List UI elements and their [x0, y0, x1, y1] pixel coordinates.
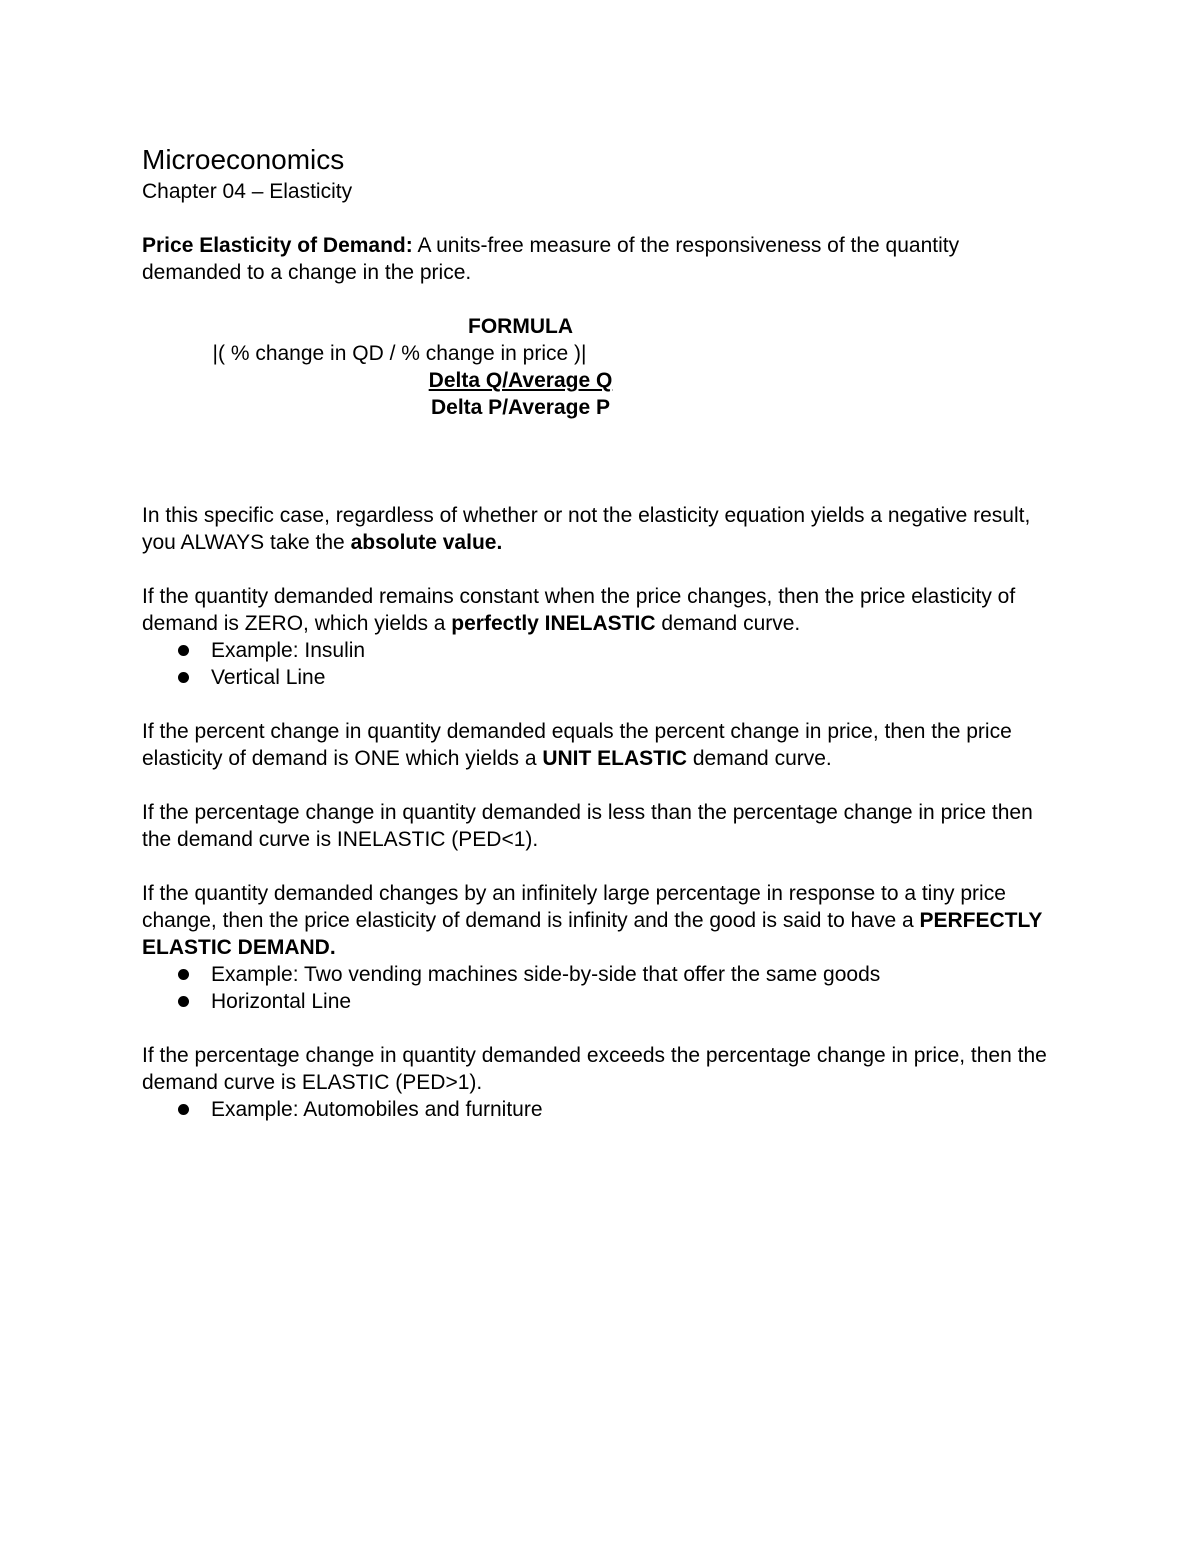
perfectly-inelastic-bold: perfectly INELASTIC	[451, 612, 656, 635]
absolute-value-paragraph	[142, 502, 1062, 556]
list-item	[142, 664, 1062, 691]
chapter-subtitle: Chapter 04 – Elasticity	[142, 180, 353, 203]
perfectly-inelastic-text-after: demand curve.	[655, 612, 801, 635]
elastic-list	[142, 1096, 1062, 1123]
perfectly-inelastic-text: If the quantity demanded remains constant when the price changes, then the price elasticity of demand is ZERO, which yields a	[142, 585, 1016, 635]
list-item-text: Example: Automobiles and furniture	[211, 1098, 543, 1121]
list-item	[142, 1096, 1062, 1123]
formula-numerator: Delta Q/Average Q	[428, 369, 613, 392]
definition-text: A units-free measure of the responsiveness of the quantity demanded to a change in the price.	[142, 234, 960, 284]
list-item-text: Vertical Line	[211, 666, 326, 689]
perfectly-inelastic-paragraph	[142, 583, 1062, 637]
page-title: Microeconomics	[142, 144, 345, 175]
unit-elastic-text: If the percent change in quantity demanded equals the percent change in price, then the price elasticity of demand is ONE which yields a	[142, 720, 1012, 770]
formula-heading: FORMULA	[468, 315, 573, 338]
unit-elastic-bold: UNIT ELASTIC	[542, 747, 688, 770]
bullet-icon	[178, 969, 189, 980]
list-item-text: Horizontal Line	[211, 990, 352, 1013]
unit-elastic-paragraph	[142, 718, 1062, 772]
perfectly-inelastic-list	[142, 637, 1062, 691]
list-item	[142, 988, 1062, 1015]
document-page	[142, 142, 1062, 1123]
perfectly-elastic-text: If the quantity demanded changes by an infinitely large percentage in response to a tiny price change, then the price elasticity of demand is infinity and the good is said to have a	[142, 882, 1006, 932]
formula-block	[142, 313, 899, 421]
list-item-text: Example: Two vending machines side-by-side that offer the same goods	[211, 963, 881, 986]
perfectly-elastic-bold: PERFECTLY ELASTIC DEMAND.	[142, 909, 1043, 959]
formula-denominator: Delta P/Average P	[431, 396, 610, 419]
inelastic-paragraph: If the percentage change in quantity demanded is less than the percentage change in price then the demand curve is INELASTIC (PED<1).	[142, 801, 1033, 851]
list-item-text: Example: Insulin	[211, 639, 366, 662]
definition-term: Price Elasticity of Demand:	[142, 234, 413, 257]
unit-elastic-text-after: demand curve.	[687, 747, 832, 770]
definition-paragraph	[142, 232, 1062, 286]
elastic-paragraph: If the percentage change in quantity demanded exceeds the percentage change in price, then the demand curve is ELASTIC (PED>1).	[142, 1044, 1047, 1094]
bullet-icon	[178, 996, 189, 1007]
list-item	[142, 961, 1062, 988]
formula-expression: |( % change in QD / % change in price )|	[212, 342, 587, 365]
bullet-icon	[178, 672, 189, 683]
absolute-value-text: In this specific case, regardless of whether or not the elasticity equation yields a negative result, you ALWAYS take the	[142, 504, 1031, 554]
perfectly-elastic-list	[142, 961, 1062, 1015]
absolute-value-bold: absolute value.	[350, 531, 503, 554]
bullet-icon	[178, 1104, 189, 1115]
perfectly-elastic-paragraph	[142, 880, 1062, 961]
list-item	[142, 637, 1062, 664]
bullet-icon	[178, 645, 189, 656]
